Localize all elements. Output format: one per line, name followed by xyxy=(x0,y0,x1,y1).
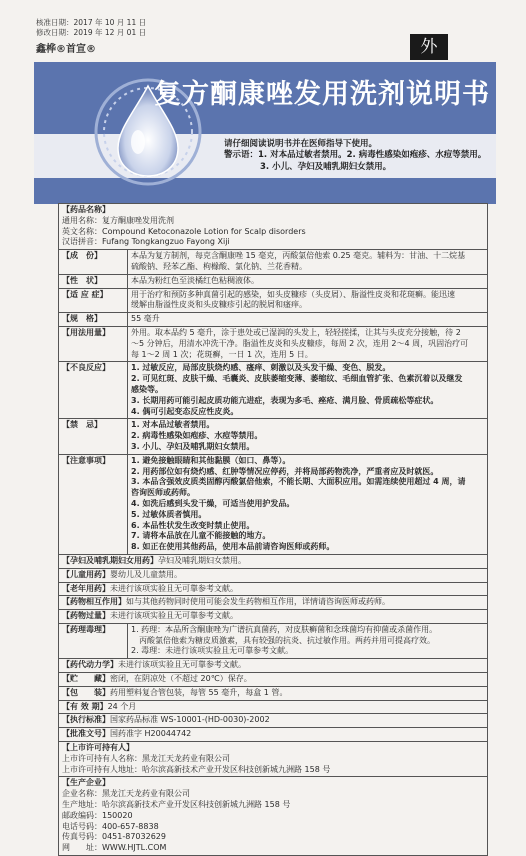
text-line: 2. 可见红斑、皮肤干燥、毛囊炎、皮肤萎缩变薄、萎缩纹、毛细血管扩张、色素沉着以及继发 xyxy=(131,374,463,384)
table-row xyxy=(59,288,488,313)
row-value: 24 个月 xyxy=(107,701,137,711)
table-row xyxy=(59,596,488,610)
row-key: 【批准文号】 xyxy=(62,729,110,739)
row-key: 【贮 藏】 xyxy=(62,674,110,684)
text-line: 8. 如正在使用其他药品，使用本品前请咨询医师或药师。 xyxy=(131,542,335,552)
text-line: 2. 病毒性感染如疱疹、水痘等禁用。 xyxy=(131,431,263,441)
row-key: 【儿童用药】 xyxy=(62,569,110,579)
row-key: 【注意事项】 xyxy=(59,454,128,554)
inline-cell xyxy=(59,714,488,728)
text-line: 生产地址：哈尔滨高新技术产业开发区科技创新城九洲路 158 号 xyxy=(62,800,291,810)
otc-external-mark: 外 xyxy=(410,34,448,60)
table-row xyxy=(59,274,488,288)
inline-cell xyxy=(59,659,488,673)
row-key: 【老年用药】 xyxy=(62,583,110,593)
table-row xyxy=(59,250,488,275)
text-line: 1. 避免接触眼睛和其他黏膜（如口、鼻等）。 xyxy=(131,455,291,465)
row-value xyxy=(128,362,488,419)
row-key: 【用法用量】 xyxy=(59,326,128,361)
row-value: 国药准字 H20044742 xyxy=(110,729,192,739)
table-row xyxy=(59,742,488,777)
info-table xyxy=(58,203,488,856)
text-line: 缓解由脂溢性皮炎和头皮糠疹引起的脱屑和瘙痒。 xyxy=(131,300,307,310)
text-line: 4. 如洗后感到头发干燥，可适当使用护发品。 xyxy=(131,498,295,508)
text-line: 传真号码：0451-87032629 xyxy=(62,832,166,842)
text-line: 电话号码：400-657-8838 xyxy=(62,821,159,831)
row-value: 如与其他药物同时使用可能会发生药物相互作用，详情请咨询医师或药师。 xyxy=(126,597,390,607)
row-key: 【有 效 期】 xyxy=(62,701,108,711)
warning-block xyxy=(224,150,486,173)
text-line: 用于治疗和预防多种真菌引起的感染，如头皮糠疹（头皮屑）、脂溢性皮炎和花斑癣。能迅速 xyxy=(131,289,455,299)
text-line: 硫酸钠、羟苯乙酯、枸橼酸、氯化钠、兰花香精。 xyxy=(131,261,307,271)
text-line: 7. 请将本品放在儿童不能接触的地方。 xyxy=(131,531,271,541)
inline-cell xyxy=(59,686,488,700)
text-line: 英文名称：Compound Ketoconazole Lotion for Scalp disorders xyxy=(62,226,306,236)
revision-date: 修改日期：2019 年 12 月 01 日 xyxy=(36,28,147,37)
warning-line: 警示语：1. 对本品过敏者禁用。2. 病毒性感染如疱疹、水痘等禁用。 xyxy=(224,150,487,160)
inline-cell xyxy=(59,596,488,610)
row-value: 未进行该项实验且无可靠参考文献。 xyxy=(118,660,246,670)
text-line: 通用名称：复方酮康唑发用洗剂 xyxy=(62,215,174,225)
text-line: 汉语拼音：Fufang Tongkangzuo Fayong Xiji xyxy=(62,237,230,247)
text-line: 邮政编码：150020 xyxy=(62,810,133,820)
table-row xyxy=(59,610,488,624)
row-value: 药用塑料复合管包装，每管 55 毫升，每盒 1 管。 xyxy=(110,687,288,697)
drug-name-cell xyxy=(59,204,488,250)
row-value xyxy=(128,419,488,454)
row-key: 【执行标准】 xyxy=(62,715,110,725)
read-notice: 请仔细阅读说明书并在医师指导下使用。 xyxy=(224,139,378,149)
inline-cell xyxy=(59,610,488,624)
inline-cell xyxy=(59,554,488,568)
inline-cell xyxy=(59,700,488,714)
row-value xyxy=(128,288,488,313)
table-row xyxy=(59,623,488,658)
row-key: 【包 装】 xyxy=(62,687,110,697)
row-key: 【性 状】 xyxy=(59,274,128,288)
text-line: 外用。取本品约 5 毫升，涂于患处或已湿润的头发上，轻轻搓揉，让其与头皮充分接触，待 2 xyxy=(131,327,461,337)
text-line: 企业名称：黑龙江天龙药业有限公司 xyxy=(62,789,190,799)
text-line: 3. 小儿、孕妇及哺乳期妇女禁用。 xyxy=(131,441,255,451)
row-value: 未进行该项实验且无可靠参考文献。 xyxy=(110,583,238,593)
table-row xyxy=(59,582,488,596)
table-row xyxy=(59,659,488,673)
table-row xyxy=(59,204,488,250)
text-line: 2. 用药部位如有烧灼感、红肿等情况应停药，并将局部药物洗净，严重者应及时就医。 xyxy=(131,466,439,476)
inline-cell xyxy=(59,673,488,687)
text-line: 每 1～2 周 1 次；花斑癣，一日 1 次，连用 5 日。 xyxy=(131,349,313,359)
row-value xyxy=(128,326,488,361)
table-row xyxy=(59,313,488,327)
row-key: 【成 份】 xyxy=(59,250,128,275)
row-value xyxy=(128,313,488,327)
table-row xyxy=(59,728,488,742)
inline-cell xyxy=(59,582,488,596)
text-line: 咨询医师或药师。 xyxy=(131,488,195,498)
approval-date: 核准日期：2017 年 10 月 11 日 xyxy=(36,18,147,27)
row-key: 【药代动力学】 xyxy=(62,660,118,670)
table-row xyxy=(59,686,488,700)
text-line: 5. 过敏体质者慎用。 xyxy=(131,509,207,519)
holder-cell xyxy=(59,742,488,777)
warning-line: 3. 小儿、孕妇及哺乳期妇女禁用。 xyxy=(260,161,392,172)
row-value xyxy=(128,250,488,275)
row-value xyxy=(128,623,488,658)
table-row xyxy=(59,326,488,361)
row-value xyxy=(128,454,488,554)
row-key: 【药理毒理】 xyxy=(59,623,128,658)
row-value: 国家药品标准 WS-10001-(HD-0030)-2002 xyxy=(110,715,270,725)
table-row xyxy=(59,700,488,714)
row-value: 婴幼儿及儿童禁用。 xyxy=(110,569,182,579)
text-line: 1. 对本品过敏者禁用。 xyxy=(131,420,215,430)
text-line: 3. 长期用药可能引起皮质功能亢进症，表现为多毛、痤疮、满月脸、骨质疏松等症状。 xyxy=(131,395,439,405)
row-key: 【孕妇及哺乳期妇女用药】 xyxy=(62,555,158,565)
row-key: 【药物过量】 xyxy=(62,611,110,621)
row-key: 【不良反应】 xyxy=(59,362,128,419)
table-row xyxy=(59,454,488,554)
text-line: 2. 毒理：未进行该项实验且无可靠参考文献。 xyxy=(131,646,294,656)
row-value: 未进行该项实验且无可靠参考文献。 xyxy=(110,611,238,621)
row-value: 密闭，在阴凉处（不超过 20℃）保存。 xyxy=(110,674,252,684)
text-line: ～5 分钟后，用清水冲洗干净。脂溢性皮炎和头皮糠疹，每周 2 次，连用 2～4 周，巩固治疗可 xyxy=(131,338,469,348)
text-line: 4. 偶可引起变态反应性皮炎。 xyxy=(131,406,239,416)
text-line: 1. 药理：本品所含酮康唑为广谱抗真菌药，对皮肤癣菌和念珠菌均有抑菌或杀菌作用。 xyxy=(131,624,438,634)
inline-cell xyxy=(59,568,488,582)
row-value: 孕妇及哺乳期妇女禁用。 xyxy=(158,555,246,565)
text-line: 丙酸氯倍他索为糖皮质激素，具有较强的抗炎、抗过敏作用。两药并用可提高疗效。 xyxy=(131,635,435,645)
table-row xyxy=(59,714,488,728)
table-row xyxy=(59,362,488,419)
table-row xyxy=(59,777,488,856)
text-line: 3. 本品含强效皮质类固醇丙酸氯倍他索，不能长期、大面积应用。如需连续使用超过 4 周，请 xyxy=(131,477,466,487)
page-title: 复方酮康唑发用洗剂说明书 xyxy=(154,79,490,110)
table-row xyxy=(59,554,488,568)
row-key: 【适 应 症】 xyxy=(59,288,128,313)
text-line: 1. 过敏反应，局部皮肤烧灼感、瘙痒、刺激以及头发干燥、变色、脱发。 xyxy=(131,363,391,373)
table-row xyxy=(59,673,488,687)
row-key: 【禁 忌】 xyxy=(59,419,128,454)
text-line: 网 址：WWW.HJTL.COM xyxy=(62,843,167,853)
brand-logo: 鑫桦®首宣® xyxy=(36,44,96,55)
text-line: 上市许可持有人地址：哈尔滨高新技术产业开发区科技创新城九洲路 158 号 xyxy=(62,764,331,774)
title-banner xyxy=(34,62,496,204)
text-line: 上市许可持有人名称：黑龙江天龙药业有限公司 xyxy=(62,753,230,763)
text-line: 55 毫升 xyxy=(131,314,160,324)
date-block xyxy=(36,18,146,38)
text-line: 6. 本品性状发生改变时禁止使用。 xyxy=(131,520,255,530)
maker-cell xyxy=(59,777,488,856)
table-row xyxy=(59,568,488,582)
text-line: 本品为复方制剂，每克含酮康唑 15 毫克，丙酸氯倍他索 0.25 毫克。辅料为：甘油、十二烷基 xyxy=(131,251,466,261)
text-line: 【药品名称】 xyxy=(62,205,110,214)
text-line: 感染等。 xyxy=(131,384,163,394)
text-line: 【上市许可持有人】 xyxy=(62,743,134,753)
inline-cell xyxy=(59,728,488,742)
text-line: 【生产企业】 xyxy=(62,778,110,788)
row-key: 【药物相互作用】 xyxy=(62,597,126,607)
row-key: 【规 格】 xyxy=(59,313,128,327)
table-row xyxy=(59,419,488,454)
row-value xyxy=(128,274,488,288)
text-line: 本品为粉红色至淡橘红色粘稠液体。 xyxy=(131,275,259,285)
